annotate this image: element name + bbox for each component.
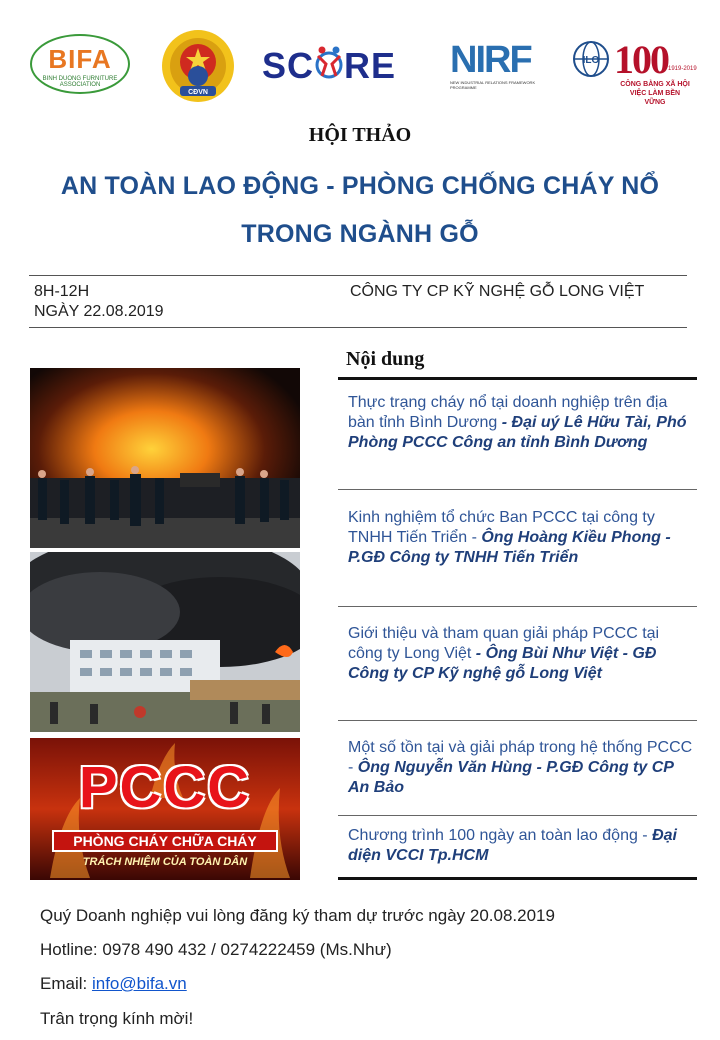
nirf-logo-text: NIRF <box>450 39 531 81</box>
agenda-item-3 <box>348 624 693 684</box>
agenda-item-1 <box>348 393 693 453</box>
score-text-right: RE <box>344 45 397 86</box>
nirf-logo-subtitle: NEW INDUSTRIAL RELATIONS FRAMEWORK PROGRAMME <box>450 80 536 90</box>
hotline: Hotline: 0978 490 432 / 0274222459 (Ms.Như) <box>40 940 392 959</box>
agenda-divider <box>338 815 697 816</box>
ilo-100-logo <box>572 38 700 108</box>
email-link[interactable]: info@bifa.vn <box>91 974 187 993</box>
agenda-heading: Nội dung <box>346 348 425 370</box>
agenda-divider <box>338 606 697 607</box>
agenda-item-speaker: Ông Hoàng Kiều Phong - P.GĐ Công ty TNHH Tiến Triển <box>348 529 671 566</box>
agenda-item-4 <box>348 738 693 798</box>
agenda-item-5 <box>348 826 693 866</box>
agenda-item-speaker: Ông Nguyễn Văn Hùng - P.GĐ Công ty CP An Bảo <box>348 759 674 796</box>
agenda-item-topic: Một số tồn tại và giải pháp trong hệ thống PCCC - <box>348 739 693 776</box>
agenda-item-topic: Chương trình 100 ngày an toàn lao động - <box>348 827 653 844</box>
email-label: Email: <box>40 974 92 993</box>
info-bottom-rule <box>29 327 687 328</box>
agenda-bottom-rule <box>338 877 697 880</box>
nirf-logo <box>450 40 550 100</box>
email-line <box>40 974 187 994</box>
score-logo <box>262 44 396 87</box>
poster-subtitle: TRÁCH NHIỆM CỦA TOÀN DÂN <box>82 856 248 868</box>
pccc-poster <box>30 738 300 880</box>
score-text-left: SC <box>262 45 315 86</box>
cdvn-logo <box>160 28 236 104</box>
ilo-years: 1919-2019 <box>668 66 697 72</box>
event-time: 8H-12H <box>34 283 90 300</box>
ilo-100-number: 100 <box>614 37 668 82</box>
agenda-item-speaker: Đại diện VCCI Tp.HCM <box>348 827 677 864</box>
agenda-item-topic: Thực trạng cháy nổ tại doanh nghiệp trên địa bàn tỉnh Bình Dương <box>348 394 668 431</box>
event-venue: CÔNG TY CP KỸ NGHỆ GỖ LONG VIỆT <box>350 283 645 300</box>
agenda-item-2 <box>348 508 693 568</box>
agenda-item-topic: Giới thiệu và tham quan giải pháp PCCC tại công ty Long Việt <box>348 625 660 662</box>
agenda-divider <box>338 489 697 490</box>
cdvn-label: CĐVN <box>188 89 208 96</box>
ilo-caption: CÔNG BẰNG XÃ HỘI VIỆC LÀM BỀN VỮNG <box>620 81 690 106</box>
agenda-item-speaker: - Đại uý Lê Hữu Tài, Phó Phòng PCCC Công an tỉnh Bình Dương <box>348 414 687 451</box>
bifa-logo-text: BIFA <box>48 44 112 74</box>
photo-factory-smoke <box>30 552 300 732</box>
bifa-logo-subtitle: BINH DUONG FURNITURE ASSOCIATION <box>42 76 118 88</box>
closing-text: Trân trọng kính mời! <box>40 1009 194 1028</box>
agenda-item-topic: Kinh nghiệm tổ chức Ban PCCC tại công ty TNHH Tiến Triển - <box>348 509 655 546</box>
poster-banner: PHÒNG CHÁY CHỮA CHÁY <box>52 830 278 852</box>
agenda-top-rule <box>338 377 697 380</box>
event-title-line2: TRONG NGÀNH GỖ <box>241 220 479 248</box>
photo-night-fire <box>30 368 300 548</box>
score-people-icon <box>314 44 344 84</box>
agenda-item-speaker: - Ông Bùi Như Việt - GĐ Công ty CP Kỹ nghệ gỗ Long Việt <box>348 645 657 682</box>
info-top-rule <box>29 275 687 276</box>
register-note: Quý Doanh nghiệp vui lòng đăng ký tham dự trước ngày 20.08.2019 <box>40 906 555 925</box>
logo-strip <box>0 20 720 110</box>
agenda-divider <box>338 720 697 721</box>
event-date: NGÀY 22.08.2019 <box>34 303 164 320</box>
cdvn-emblem-icon <box>160 28 236 104</box>
poster-big-text: PCCC <box>78 755 252 820</box>
ilo-globe-icon <box>572 40 610 78</box>
bifa-logo <box>30 34 130 94</box>
event-title-line1: AN TOÀN LAO ĐỘNG - PHÒNG CHỐNG CHÁY NỔ <box>60 172 660 200</box>
event-kicker: HỘI THẢO <box>308 124 412 146</box>
svg-text:ILO: ILO <box>582 55 600 66</box>
